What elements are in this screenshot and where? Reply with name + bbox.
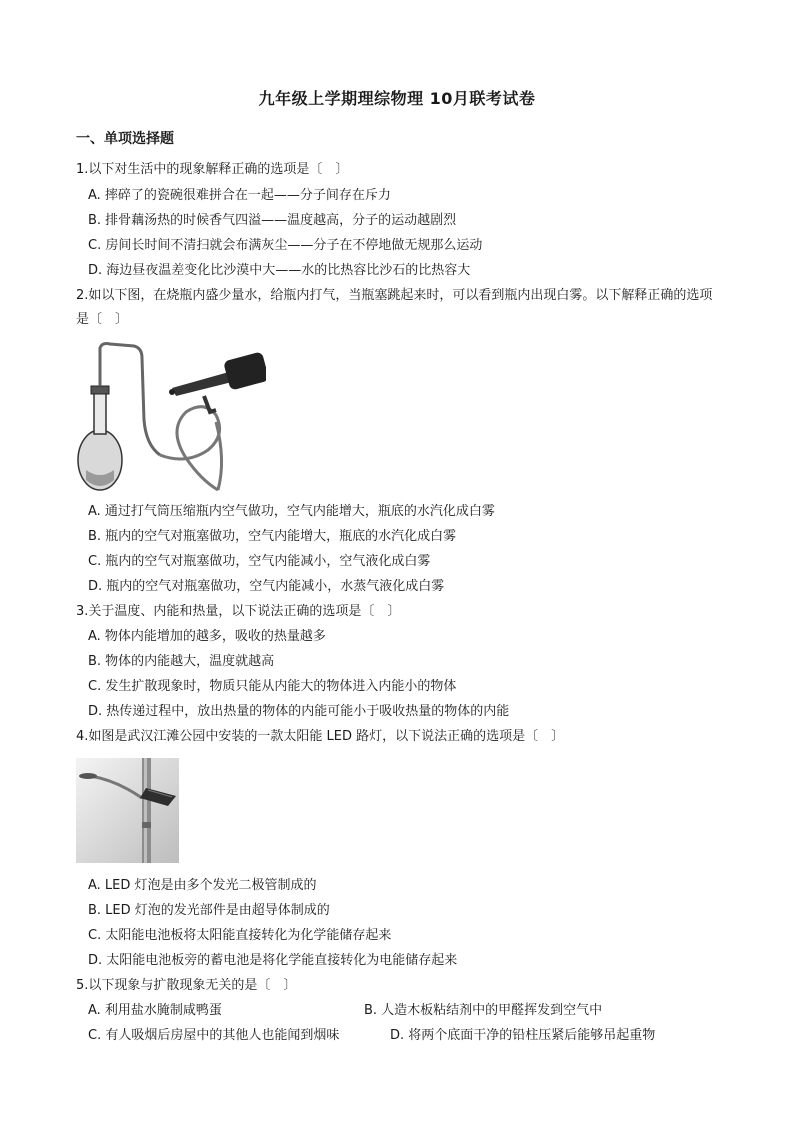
- option-b: B. LED 灯泡的发光部件是由超导体制成的: [88, 903, 330, 918]
- option-a: A. 物体内能增加的越多，吸收的热量越多: [88, 629, 326, 644]
- option-d: D. 瓶内的空气对瓶塞做功，空气内能减小，水蒸气液化成白雾: [88, 579, 445, 594]
- option-b: B. 物体的内能越大，温度就越高: [88, 654, 275, 669]
- question-5: [76, 974, 718, 998]
- option-d: D. 将两个底面干净的铅柱压紧后能够吊起重物: [390, 1028, 656, 1043]
- flask-pump-figure: [76, 340, 266, 495]
- option-d: D. 热传递过程中，放出热量的物体的内能可能小于吸收热量的物体的内能: [88, 704, 510, 719]
- option-a: A. LED 灯泡是由多个发光二极管制成的: [88, 878, 317, 893]
- solar-street-light-figure: [76, 758, 179, 863]
- question-3: [76, 600, 718, 624]
- option-b: B. 瓶内的空气对瓶塞做功，空气内能增大，瓶底的水汽化成白雾: [88, 529, 457, 544]
- question-4: [76, 725, 718, 749]
- question-2: [76, 284, 718, 332]
- question-stem: 4.如图是武汉江滩公园中安装的一款太阳能 LED 路灯，以下说法正确的选项是〔 〕: [76, 729, 565, 744]
- option-d: D. 海边昼夜温差变化比沙漠中大——水的比热容比沙石的比热容大: [88, 263, 471, 278]
- option-a: A. 摔碎了的瓷碗很难拼合在一起——分子间存在斥力: [88, 188, 391, 203]
- question-1: [76, 158, 718, 182]
- option-c: C. 太阳能电池板将太阳能直接转化为化学能储存起来: [88, 928, 392, 943]
- question-stem: 3.关于温度、内能和热量，以下说法正确的选项是〔 〕: [76, 604, 401, 619]
- question-stem: 1.以下对生活中的现象解释正确的选项是〔 〕: [76, 162, 349, 177]
- option-c: C. 有人吸烟后房屋中的其他人也能闻到烟味: [88, 1028, 340, 1043]
- question-stem: 2.如以下图，在烧瓶内盛少量水，给瓶内打气，当瓶塞跳起来时，可以看到瓶内出现白雾。以下解释正确的选项是〔 〕: [76, 288, 713, 327]
- option-b: B. 人造木板粘结剂中的甲醛挥发到空气中: [364, 1003, 603, 1018]
- option-a: A. 通过打气筒压缩瓶内空气做功，空气内能增大，瓶底的水汽化成白雾: [88, 504, 495, 519]
- option-c: C. 瓶内的空气对瓶塞做功，空气内能减小，空气液化成白雾: [88, 554, 431, 569]
- option-b: B. 排骨藕汤热的时候香气四溢——温度越高，分子的运动越剧烈: [88, 213, 457, 228]
- option-d: D. 太阳能电池板旁的蓄电池是将化学能直接转化为电能储存起来: [88, 953, 458, 968]
- option-c: C. 房间长时间不清扫就会布满灰尘——分子在不停地做无规那么运动: [88, 238, 483, 253]
- question-stem: 5.以下现象与扩散现象无关的是〔 〕: [76, 978, 297, 993]
- option-c: C. 发生扩散现象时，物质只能从内能大的物体进入内能小的物体: [88, 679, 457, 694]
- section-heading: 一、单项选择题: [76, 131, 174, 147]
- page-title: 九年级上学期理综物理 10月联考试卷: [258, 89, 536, 108]
- option-a: A. 利用盐水腌制咸鸭蛋: [88, 1003, 222, 1018]
